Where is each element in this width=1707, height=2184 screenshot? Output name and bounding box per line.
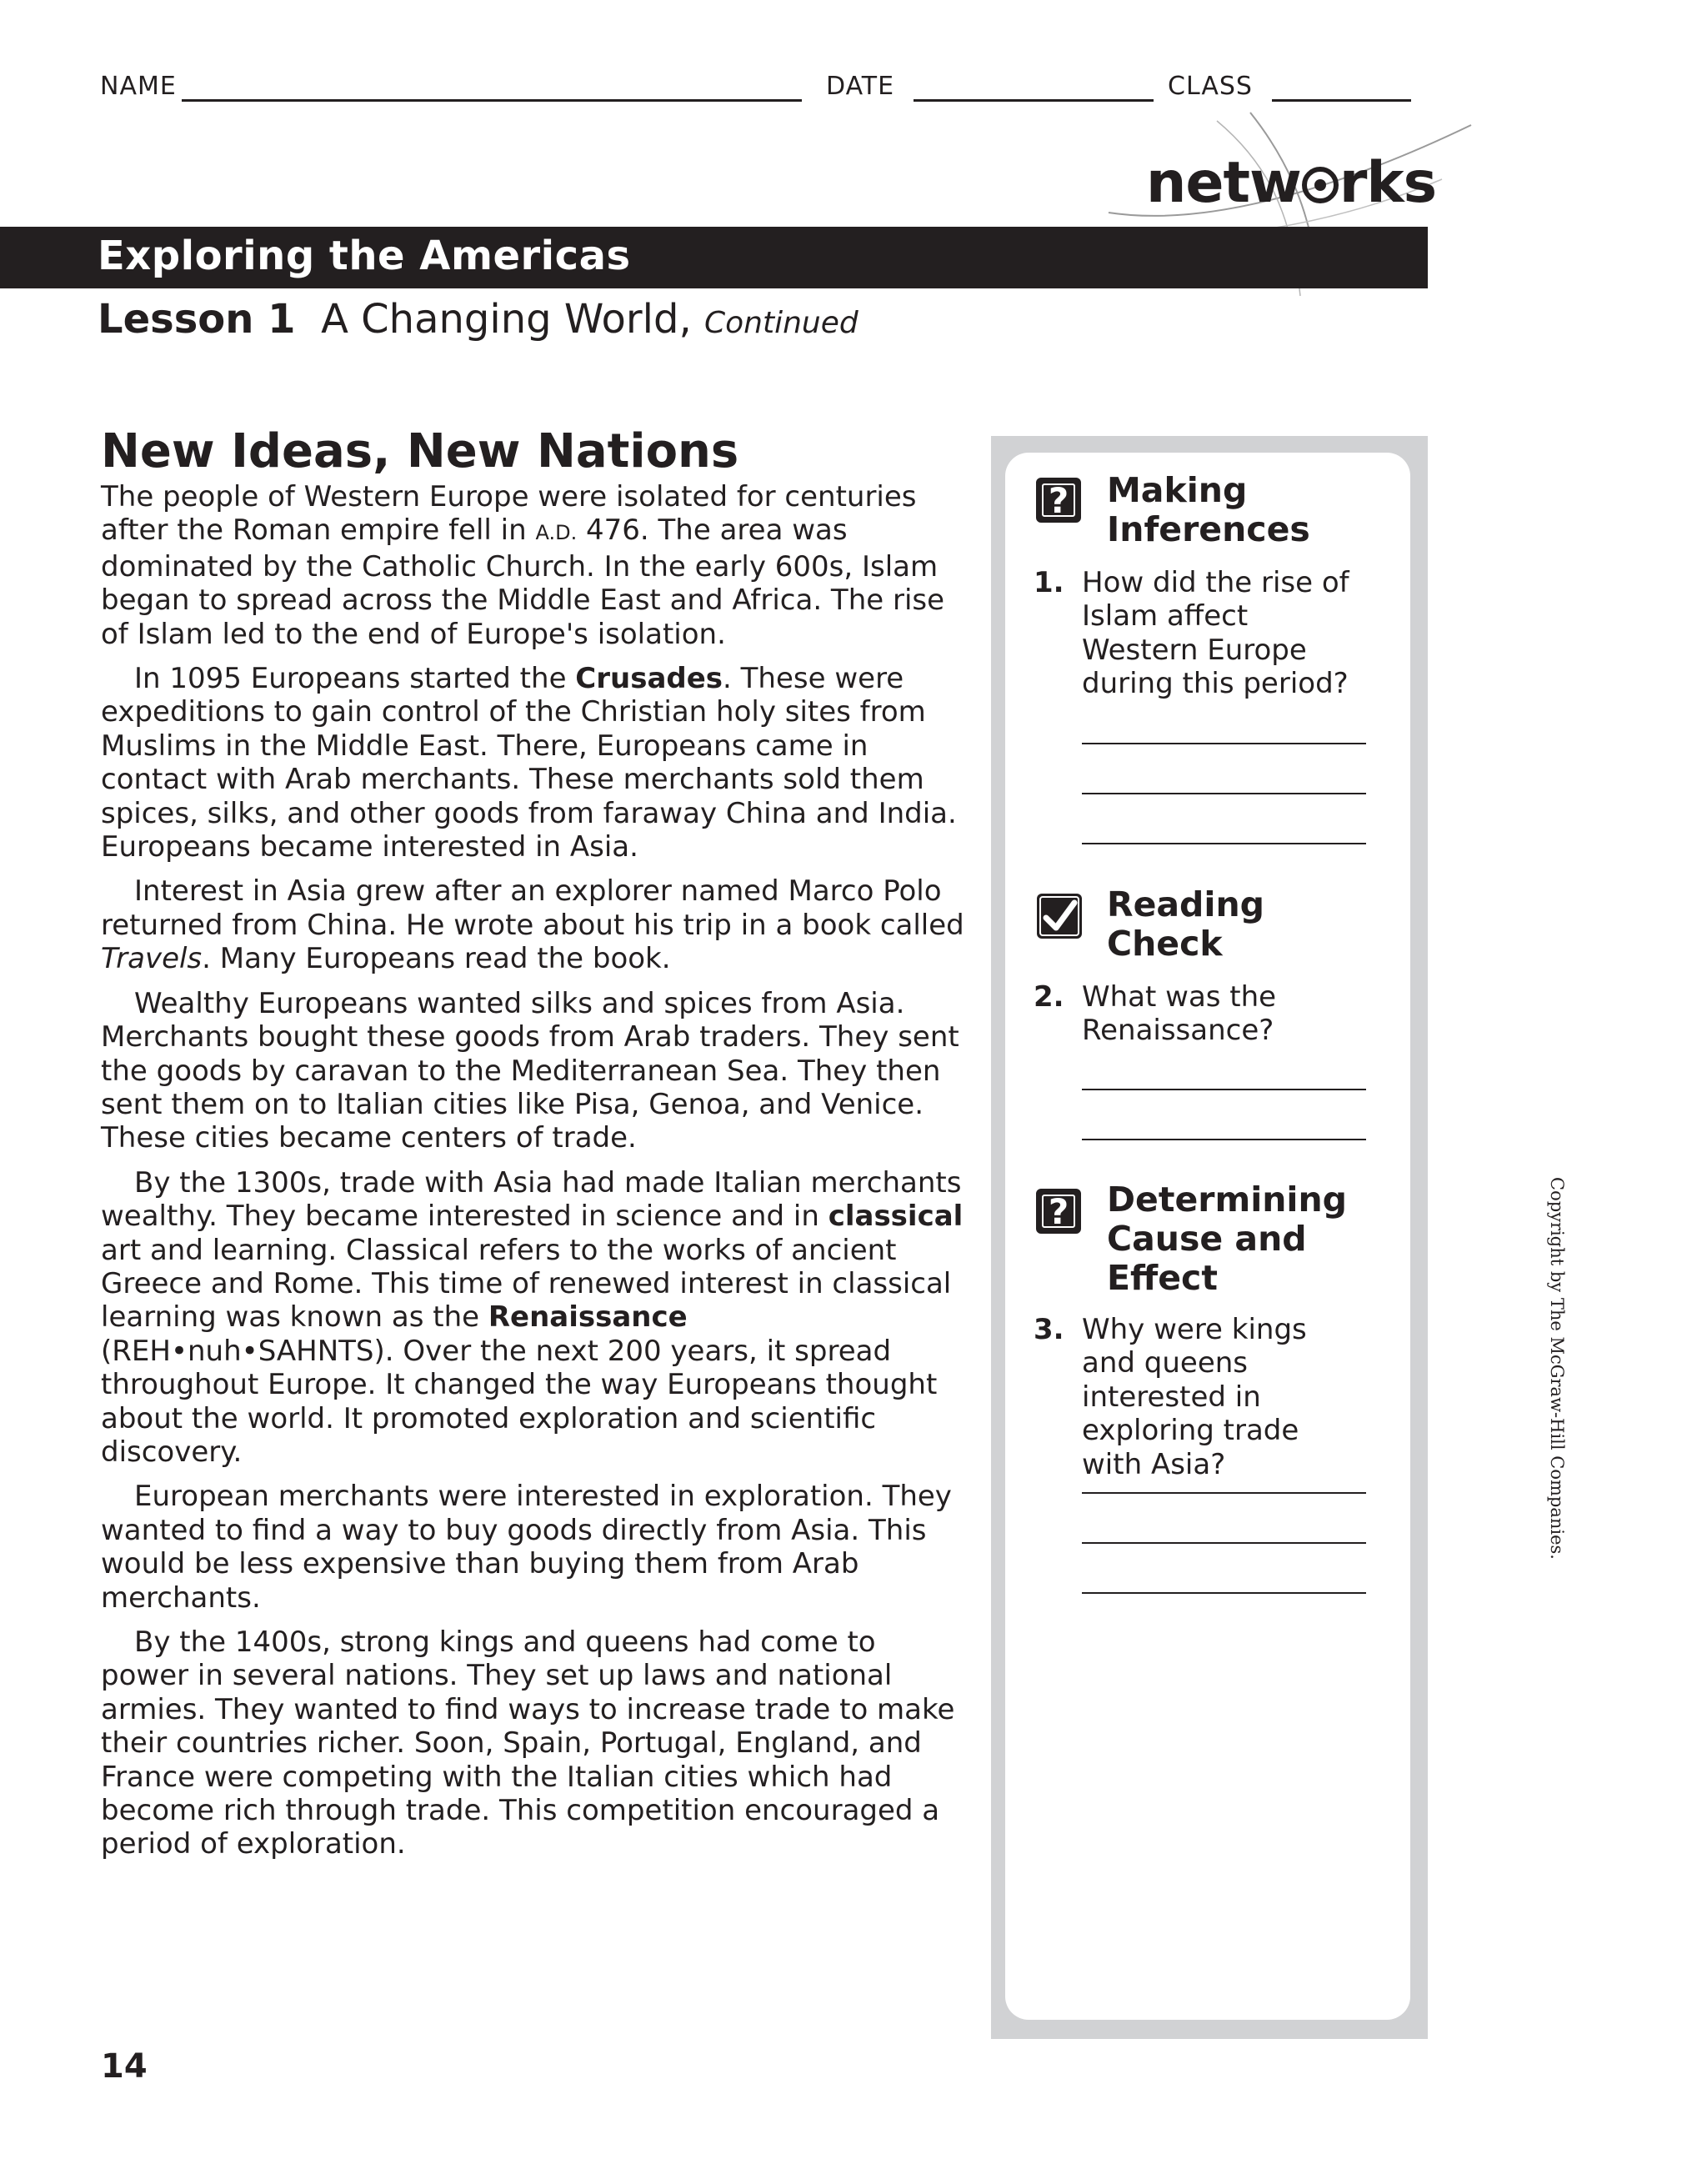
chapter-title: Exploring the Americas — [98, 233, 631, 279]
page-number: 14 — [101, 2047, 148, 2086]
term-crusades: Crusades — [575, 662, 723, 696]
lesson-name: A Changing World, — [321, 296, 692, 343]
paragraph-3: Interest in Asia grew after an explorer named Marco Polo returned from China. He wrote about his trip in a book called Travels. Many Europeans read the book. — [101, 874, 964, 976]
sidebar-heading-reading-check: Reading Check — [1107, 884, 1264, 964]
checkmark-icon — [1036, 893, 1083, 939]
logo-globe-icon — [1302, 167, 1339, 203]
class-label: CLASS — [1168, 72, 1253, 101]
book-title: Travels — [101, 942, 203, 976]
name-field[interactable] — [182, 99, 802, 102]
paragraph-6: European merchants were interested in exploration. They wanted to find a way to buy goods directly from Asia. This would be less expensive than buying them from Arab merchants. — [101, 1480, 952, 1615]
answer-line-1c[interactable] — [1082, 843, 1366, 844]
class-field[interactable] — [1272, 99, 1411, 102]
answer-line-1b[interactable] — [1082, 793, 1366, 794]
date-field[interactable] — [914, 99, 1154, 102]
question-mark-icon: ? — [1036, 478, 1081, 523]
term-renaissance: Renaissance — [488, 1300, 688, 1335]
networks-logo: netw rks — [1146, 150, 1437, 216]
question-1: 1. How did the rise of Islam affect Western Europe during this period? — [1034, 566, 1349, 701]
answer-line-3c[interactable] — [1082, 1592, 1366, 1594]
paragraph-2: In 1095 Europeans started the Crusades. These were expeditions to gain control of the Christian holy sites from Muslims in the Middle East. There, Europeans came in contact with Arab merchants. These merchants sold them spices, silks, and other goods from faraway China and India. Europeans became interested in Asia. — [101, 662, 957, 864]
lesson-continued: Continued — [703, 306, 859, 340]
copyright-notice: Copyright by The McGraw-Hill Companies. — [1547, 1177, 1567, 1560]
question-mark-icon: ? — [1036, 1189, 1081, 1234]
paragraph-5: By the 1300s, trade with Asia had made Italian merchants wealthy. They became interested in science and in classical art and learning. Classical refers to the works of ancient Greece and Rome. This time of renewed interest in classical learning was known as the Renaissance (REH•nuh•SAHNTS). Over the next 200 years, it spread throughout Europe. It changed the way Europeans thought about the world. It promoted exploration and scientific discovery. — [101, 1165, 964, 1469]
lesson-title — [98, 296, 859, 343]
question-2: 2. What was the Renaissance? — [1034, 980, 1277, 1048]
term-classical: classical — [828, 1200, 964, 1234]
answer-line-1a[interactable] — [1082, 743, 1366, 744]
answer-line-3b[interactable] — [1082, 1542, 1366, 1544]
date-label: DATE — [826, 72, 895, 101]
question-3: 3. Why were kings and queens interested in exploring trade with Asia? — [1034, 1313, 1307, 1481]
paragraph-7: By the 1400s, strong kings and queens had come to power in several nations. They set up laws and national armies. They wanted to find ways to increase trade to make their countries richer. Soon, Spain, Portugal, England, and France were competing with the Italian cities which had become rich through trade. This competition encouraged a period of exploration. — [101, 1625, 955, 1861]
answer-line-3a[interactable] — [1082, 1492, 1366, 1494]
paragraph-1: The people of Western Europe were isolated for centuries after the Roman empire fell in A.D. 476. The area was dominated by the Catholic Church. In the early 600s, Islam began to spread across the Middle East and Africa. The rise of Islam led to the end of Europe's isolation. — [101, 480, 945, 651]
lesson-label: Lesson 1 — [98, 296, 296, 343]
section-heading: New Ideas, New Nations — [101, 424, 739, 478]
name-label: NAME — [100, 72, 177, 101]
answer-line-2a[interactable] — [1082, 1089, 1366, 1090]
paragraph-4: Wealthy Europeans wanted silks and spices from Asia. Merchants bought these goods from Arab traders. They sent the goods by caravan to the Mediterranean Sea. They then sent them on to Italian cities like Pisa, Genoa, and Venice. These cities became centers of trade. — [101, 986, 959, 1155]
main-text — [101, 480, 968, 1872]
answer-line-2b[interactable] — [1082, 1139, 1366, 1140]
sidebar-heading-making-inferences: Making Inferences — [1107, 470, 1310, 549]
sidebar-heading-cause-effect: Determining Cause and Effect — [1107, 1180, 1348, 1298]
chapter-title-bar — [0, 227, 1428, 288]
